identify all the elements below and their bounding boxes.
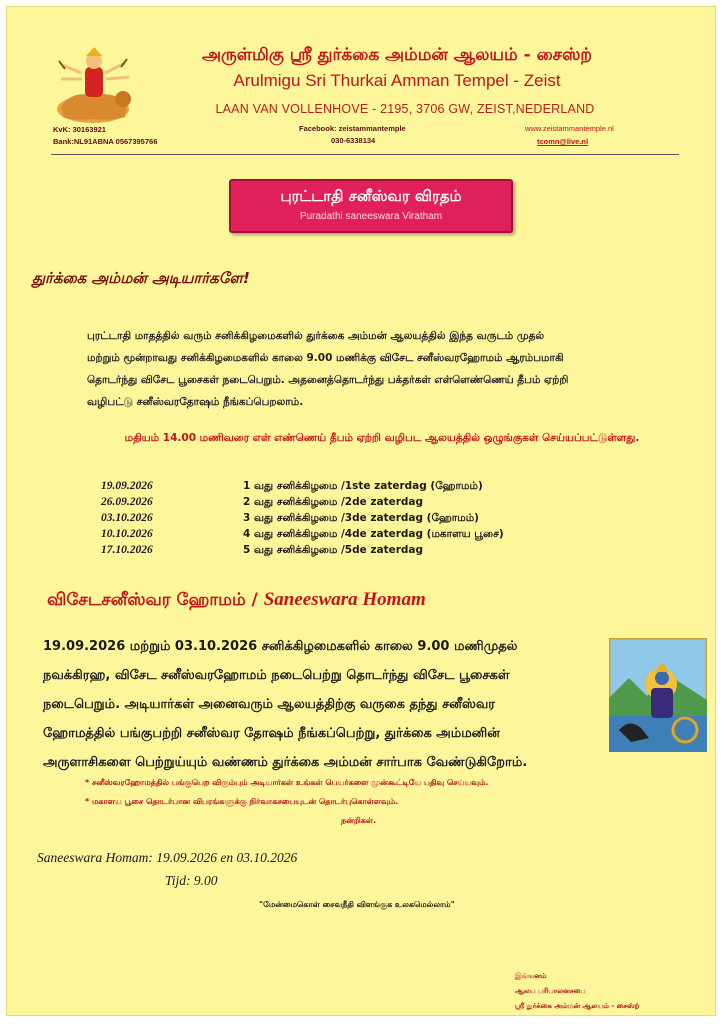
footer-line: இங்ஙனம் (515, 972, 547, 980)
lamp-timing-note: மதியம் 14.00 மணிவரை எள் எண்ணெய் தீபம் ஏற்றி வழிபட ஆலயத்தில் ஒழுங்குகள் செய்யப்பட்டுள்ளது. (124, 432, 640, 444)
schedule-date: 19.09.2026 (101, 480, 153, 492)
intro-paragraph (87, 325, 677, 413)
website-link[interactable]: www.zeistammantemple.nl (525, 124, 614, 133)
banner-title-english: Puradathi saneeswara Viratham (299, 211, 443, 222)
homam-line: ஹோமத்தில் பங்குபற்றி சனீஸ்வர தோஷம் நீங்கப்பெற்று, துர்க்கை அம்மனின் (43, 726, 500, 741)
schedule-date: 26.09.2026 (101, 496, 153, 508)
homam-heading (47, 589, 426, 612)
intro-line: வழிபட்டு சனீஸ்வரதோஷம் நீங்கப்பெறலாம். (87, 396, 304, 408)
schedule-description: 2 வது சனிக்கிழமை /2de zaterdag (243, 496, 424, 508)
schedule-date: 03.10.2026 (101, 512, 153, 524)
temple-name-tamil: அருள்மிகு ஸ்ரீ துர்க்கை அம்மன் ஆலயம் - சைஸ்ற் (202, 45, 592, 65)
homam-heading-english: Saneeswara Homam (263, 589, 426, 610)
phone-number: 030-6338134 (331, 136, 376, 145)
homam-line: நடைபெறும். அடியார்கள் அனைவரும் ஆலயத்திற்கு வருகை தந்து சனீஸ்வர (43, 697, 496, 712)
homam-heading-tamil: விசேடசனீஸ்வர ஹோமம் / (47, 590, 264, 610)
greeting-heading: துர்க்கை அம்மன் அடியார்களே! (32, 269, 250, 287)
email-link[interactable]: tcomn@live.nl (537, 137, 589, 146)
banner-title-tamil: புரட்டாதி சனீஸ்வர விரதம் (280, 187, 462, 205)
flyer-page (6, 6, 716, 1016)
homam-time: Tijd: 9.00 (165, 873, 218, 888)
schedule-description: 5 வது சனிக்கிழமை /5de zaterdag (243, 544, 424, 556)
bank-account: Bank:NL91ABNA 0567395766 (53, 137, 158, 146)
temple-name-english: Arulmigu Sri Thurkai Amman Tempel - Zeist (233, 71, 561, 90)
temple-address: LAAN VAN VOLLENHOVE - 2195, 3706 GW, ZEIST,NEDERLAND (215, 102, 595, 116)
shani-bhagavan-image (609, 638, 707, 752)
mahalaya-contact-note: * மகாளய பூசை தொடர்பான விபரங்களுக்கு நிர்வாகசபையுடன் தொடர்புகொள்ளவும். (85, 797, 399, 806)
schedule-date: 17.10.2026 (101, 544, 153, 556)
schedule-description: 4 வது சனிக்கிழமை /4de zaterdag (மகாளய பூசை) (243, 528, 504, 540)
intro-line: புரட்டாதி மாதத்தில் வரும் சனிக்கிழமைகளில் துர்க்கை அம்மன் ஆலயத்தில் இந்த வருடம் முதல் (87, 330, 545, 342)
homam-line: நவக்கிரஹ, விசேட சனீஸ்வரஹோமம் நடைபெற்று தொடர்ந்து விசேட பூசைகள் (43, 668, 510, 683)
schedule-date: 10.10.2026 (101, 528, 153, 540)
footer-line: ஆலய பரிபாலனசபை (515, 987, 586, 995)
homam-dates-dutch: Saneeswara Homam: 19.09.2026 en 03.10.2026 (37, 850, 298, 865)
thanks-text: நன்றிகள். (341, 816, 377, 825)
durga-logo-image (51, 47, 135, 129)
schedule-description: 3 வது சனிக்கிழமை /3de zaterdag (ஹோமம்) (243, 512, 479, 524)
header-divider (51, 154, 679, 155)
closing-quote: "மேன்மைகொள் சைவநீதி விளங்குக உலகமெல்லாம்" (259, 900, 455, 909)
title-banner (229, 179, 513, 233)
schedule-description: 1 வது சனிக்கிழமை /1ste zaterdag (ஹோமம்) (243, 480, 483, 492)
kvk-number: KvK: 30163921 (53, 125, 106, 134)
registration-note: * சனீஸ்வரஹோமத்தில் பங்குபெற விரும்பும் அடியார்கள் உங்கள் பெயர்களை முன்கூட்டியே பதிவு செய்யவும். (85, 778, 489, 787)
footer-line: ஸ்ரீ துர்க்கை அம்மன் ஆலயம் - சைஸ்ற் (515, 1002, 640, 1010)
intro-line: மற்றும் மூன்றாவது சனிக்கிழமைகளில் காலை 9.00 மணிக்கு விசேட சனீஸ்வரஹோமம் ஆரம்பமாகி (87, 352, 564, 364)
homam-paragraph (43, 632, 583, 777)
intro-line: தொடர்ந்து விசேட பூசைகள் நடைபெறும். அதனைத்தொடர்ந்து பக்தர்கள் எள்ளெண்ணெய் தீபம் ஏற்றி (87, 374, 569, 386)
homam-line: 19.09.2026 மற்றும் 03.10.2026 சனிக்கிழமைகளில் காலை 9.00 மணிமுதல் (43, 639, 518, 654)
facebook-handle[interactable]: Facebook: zeistammantemple (299, 124, 406, 133)
homam-line: அருளாசிகளை பெற்றுய்யும் வண்ணம் துர்க்கை அம்மன் சார்பாக வேண்டுகிறோம். (43, 755, 528, 770)
